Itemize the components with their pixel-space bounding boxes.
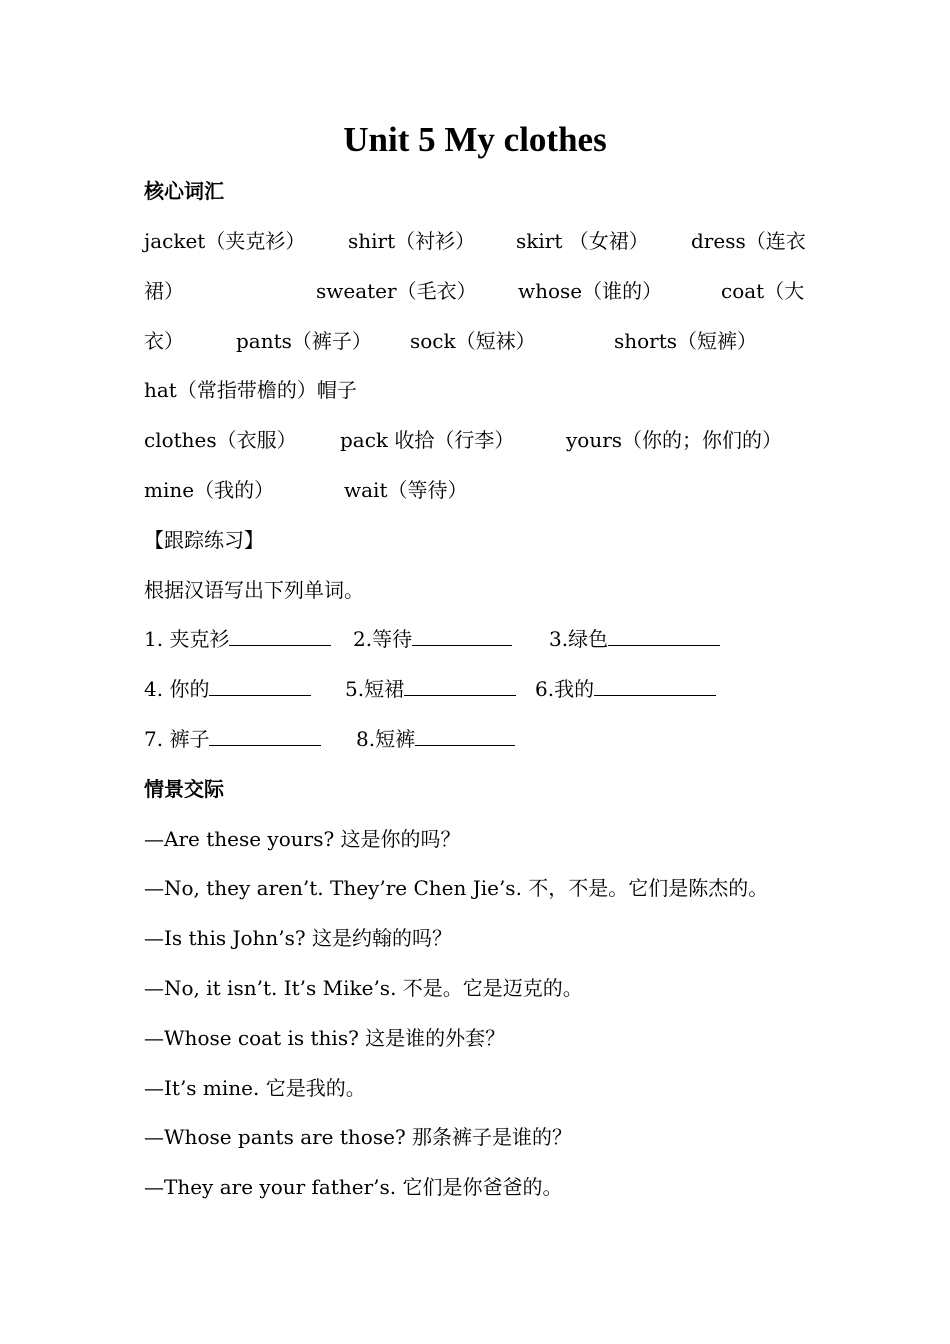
exercise-prompt: 3.绿色 [549,627,609,651]
exercise-item [549,624,720,654]
exercise-item [353,624,512,654]
exercise-prompt: 8.短裤 [356,727,416,751]
vocab-item: mine（我的） [144,478,275,502]
exercise-prompt: 5.短裙 [345,677,405,701]
vocab-item: sweater（毛衣） [316,279,477,303]
exercise-prompt: 1. 夹克衫 [144,627,230,651]
vocab-item: pack 收拾（行李） [340,428,515,452]
vocab-row [144,276,814,306]
vocab-item: clothes（衣服） [144,428,297,452]
vocab-item: wait（等待） [344,478,468,502]
exercise-item [144,724,321,754]
answer-blank[interactable] [209,724,321,746]
answer-blank[interactable] [608,624,720,646]
vocab-item: pants（裤子） [236,329,372,353]
practice-heading: 【跟踪练习】 [144,528,264,552]
practice-instruction: 根据汉语写出下列单词。 [144,578,364,602]
vocab-item: coat（大 [721,279,805,303]
dialogue-line: —They are your father’s. 它们是你爸爸的。 [144,1175,563,1199]
answer-blank[interactable] [415,724,515,746]
vocab-item: hat（常指带檐的）帽子 [144,378,357,402]
dialogue-line: —No, it isn’t. It’s Mike’s. 不是。它是迈克的。 [144,976,583,1000]
dialogue-line: —It’s mine. 它是我的。 [144,1076,366,1100]
dialogue-line: —Whose coat is this? 这是谁的外套？ [144,1026,506,1050]
answer-blank[interactable] [594,674,716,696]
dialogue-line: —Is this John’s? 这是约翰的吗？ [144,926,452,950]
exercise-row [144,724,814,754]
dialogue-heading: 情景交际 [144,777,224,801]
answer-blank[interactable] [412,624,512,646]
exercise-prompt: 6.我的 [535,677,595,701]
vocab-item: 裙） [144,279,184,303]
vocab-row [144,475,814,505]
vocab-row [144,226,814,256]
exercise-prompt: 2.等待 [353,627,413,651]
vocab-item: shorts（短裤） [614,329,758,353]
answer-blank[interactable] [404,674,516,696]
dialogue-line: —Whose pants are those? 那条裤子是谁的？ [144,1125,573,1149]
vocab-item: jacket（夹克衫） [144,229,306,253]
dialogue-line: —No, they aren’t. They’re Chen Jie’s. 不，不是。它们是陈杰的。 [144,876,769,900]
exercise-item [345,674,516,704]
exercise-item [144,624,331,654]
exercise-item [144,674,311,704]
exercise-prompt: 4. 你的 [144,677,210,701]
exercise-item [535,674,716,704]
exercise-row [144,674,814,704]
page-title: Unit 5 My clothes [343,120,607,159]
vocab-row [144,375,814,405]
vocab-item: skirt （女裙） [516,229,649,253]
answer-blank[interactable] [209,674,311,696]
vocab-heading: 核心词汇 [144,179,224,203]
vocab-item: dress（连衣 [691,229,806,253]
vocab-row [144,425,814,455]
vocab-item: shirt（衬衫） [348,229,476,253]
vocab-item: sock（短袜） [410,329,536,353]
exercise-prompt: 7. 裤子 [144,727,210,751]
dialogue-line: —Are these yours? 这是你的吗？ [144,827,461,851]
vocab-item: yours（你的；你们的） [566,428,783,452]
exercise-row [144,624,814,654]
vocab-row [144,326,814,356]
vocab-item: 衣） [144,329,184,353]
answer-blank[interactable] [229,624,331,646]
vocab-item: whose（谁的） [518,279,663,303]
exercise-item [356,724,515,754]
